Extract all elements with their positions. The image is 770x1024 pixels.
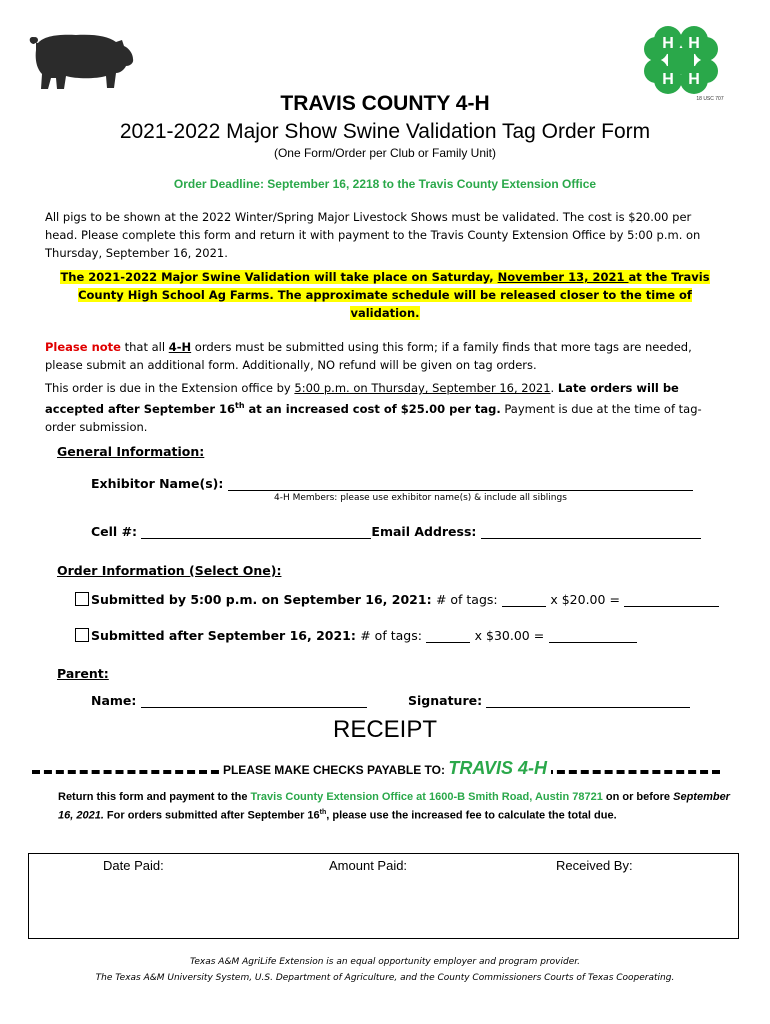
intro-paragraph: All pigs to be shown at the 2022 Winter/Spring Major Livestock Shows must be validated. The cost is $20.00 per head. Please complete this form and return it with payment to the Travis County Extension Office by 5:00 p.m. on Thursday, September 16, 2021. bbox=[45, 210, 701, 260]
footer-line-1: Texas A&M AgriLife Extension is an equal opportunity employer and program provider. bbox=[189, 957, 580, 967]
on-time-total-field[interactable] bbox=[624, 593, 719, 607]
logo-letter: H bbox=[688, 35, 700, 52]
order-option-2: Submitted after September 16, 2021: # of tags: x $30.00 = bbox=[75, 628, 637, 643]
logo-letter: H bbox=[662, 35, 674, 52]
late-checkbox[interactable] bbox=[75, 628, 89, 642]
on-time-checkbox[interactable] bbox=[75, 592, 89, 606]
cell-field[interactable] bbox=[141, 525, 371, 539]
email-field[interactable] bbox=[481, 525, 701, 539]
receipt-box bbox=[28, 853, 739, 939]
amount-paid-label: Amount Paid: bbox=[329, 858, 408, 873]
logo-mark: 18 USC 707 bbox=[696, 96, 724, 102]
general-info-heading: General Information: bbox=[57, 444, 205, 459]
parent-name-field[interactable] bbox=[141, 694, 367, 708]
on-time-tags-field[interactable] bbox=[502, 593, 546, 607]
footer-line-2: The Texas A&M University System, U.S. Department of Agriculture, and the County Commissioners Courts of Texas Cooperating. bbox=[95, 973, 675, 983]
logo-letter: H bbox=[688, 71, 700, 88]
due-paragraph: This order is due in the Extension office by 5:00 p.m. on Thursday, September 16, 2021. Late orders will be accepted after September 16th at an increased cost of $25.00 per tag. Payment is due at the time of tag-order submission. bbox=[45, 381, 702, 434]
late-total-field[interactable] bbox=[549, 629, 637, 643]
logo-letter: H bbox=[662, 71, 674, 88]
received-by-label: Received By: bbox=[556, 858, 633, 873]
signature-field[interactable] bbox=[486, 694, 690, 708]
exhibitor-note: 4-H Members: please use exhibitor name(s) & include all siblings bbox=[274, 493, 567, 503]
contact-row: Cell #: Email Address: bbox=[91, 524, 701, 539]
parent-name-row: Name: bbox=[91, 693, 367, 708]
exhibitor-name-row: Exhibitor Name(s): bbox=[91, 476, 693, 491]
date-paid-label: Date Paid: bbox=[103, 858, 164, 873]
form-note: (One Form/Order per Club or Family Unit) bbox=[273, 146, 497, 160]
parent-heading: Parent: bbox=[57, 666, 109, 681]
receipt-title: RECEIPT bbox=[332, 716, 437, 743]
signature-row: Signature: bbox=[408, 693, 690, 708]
order-deadline: Order Deadline: September 16, 2218 to the Travis County Extension Office bbox=[173, 177, 597, 191]
pig-icon bbox=[26, 26, 136, 96]
form-subtitle: 2021-2022 Major Show Swine Validation Tag Order Form bbox=[119, 120, 651, 143]
validation-notice: The 2021-2022 Major Swine Validation will take place on Saturday, November 13, 2021 at the Travis County High School Ag Farms. The approximate schedule will be released closer to the time of validation. bbox=[60, 270, 710, 320]
late-tags-field[interactable] bbox=[426, 629, 470, 643]
return-instructions: Return this form and payment to the Travis County Extension Office at 1600-B Smith Road, Austin 78721 on or before September 16, 2021. For orders submitted after September 16th, please use the increased fee to calculate the total due. bbox=[58, 791, 730, 822]
page-title: TRAVIS COUNTY 4-H bbox=[280, 92, 490, 115]
payable-to: PLEASE MAKE CHECKS PAYABLE TO: TRAVIS 4-H bbox=[0, 758, 770, 779]
exhibitor-name-field[interactable] bbox=[228, 477, 693, 491]
please-note-paragraph: Please note that all 4-H orders must be submitted using this form; if a family finds that more tags are needed, please submit an additional form. Additionally, NO refund will be given on tag orders. bbox=[45, 340, 692, 372]
order-option-1: Submitted by 5:00 p.m. on September 16, 2021: # of tags: x $20.00 = bbox=[75, 592, 719, 607]
order-info-heading: Order Information (Select One): bbox=[57, 563, 282, 578]
